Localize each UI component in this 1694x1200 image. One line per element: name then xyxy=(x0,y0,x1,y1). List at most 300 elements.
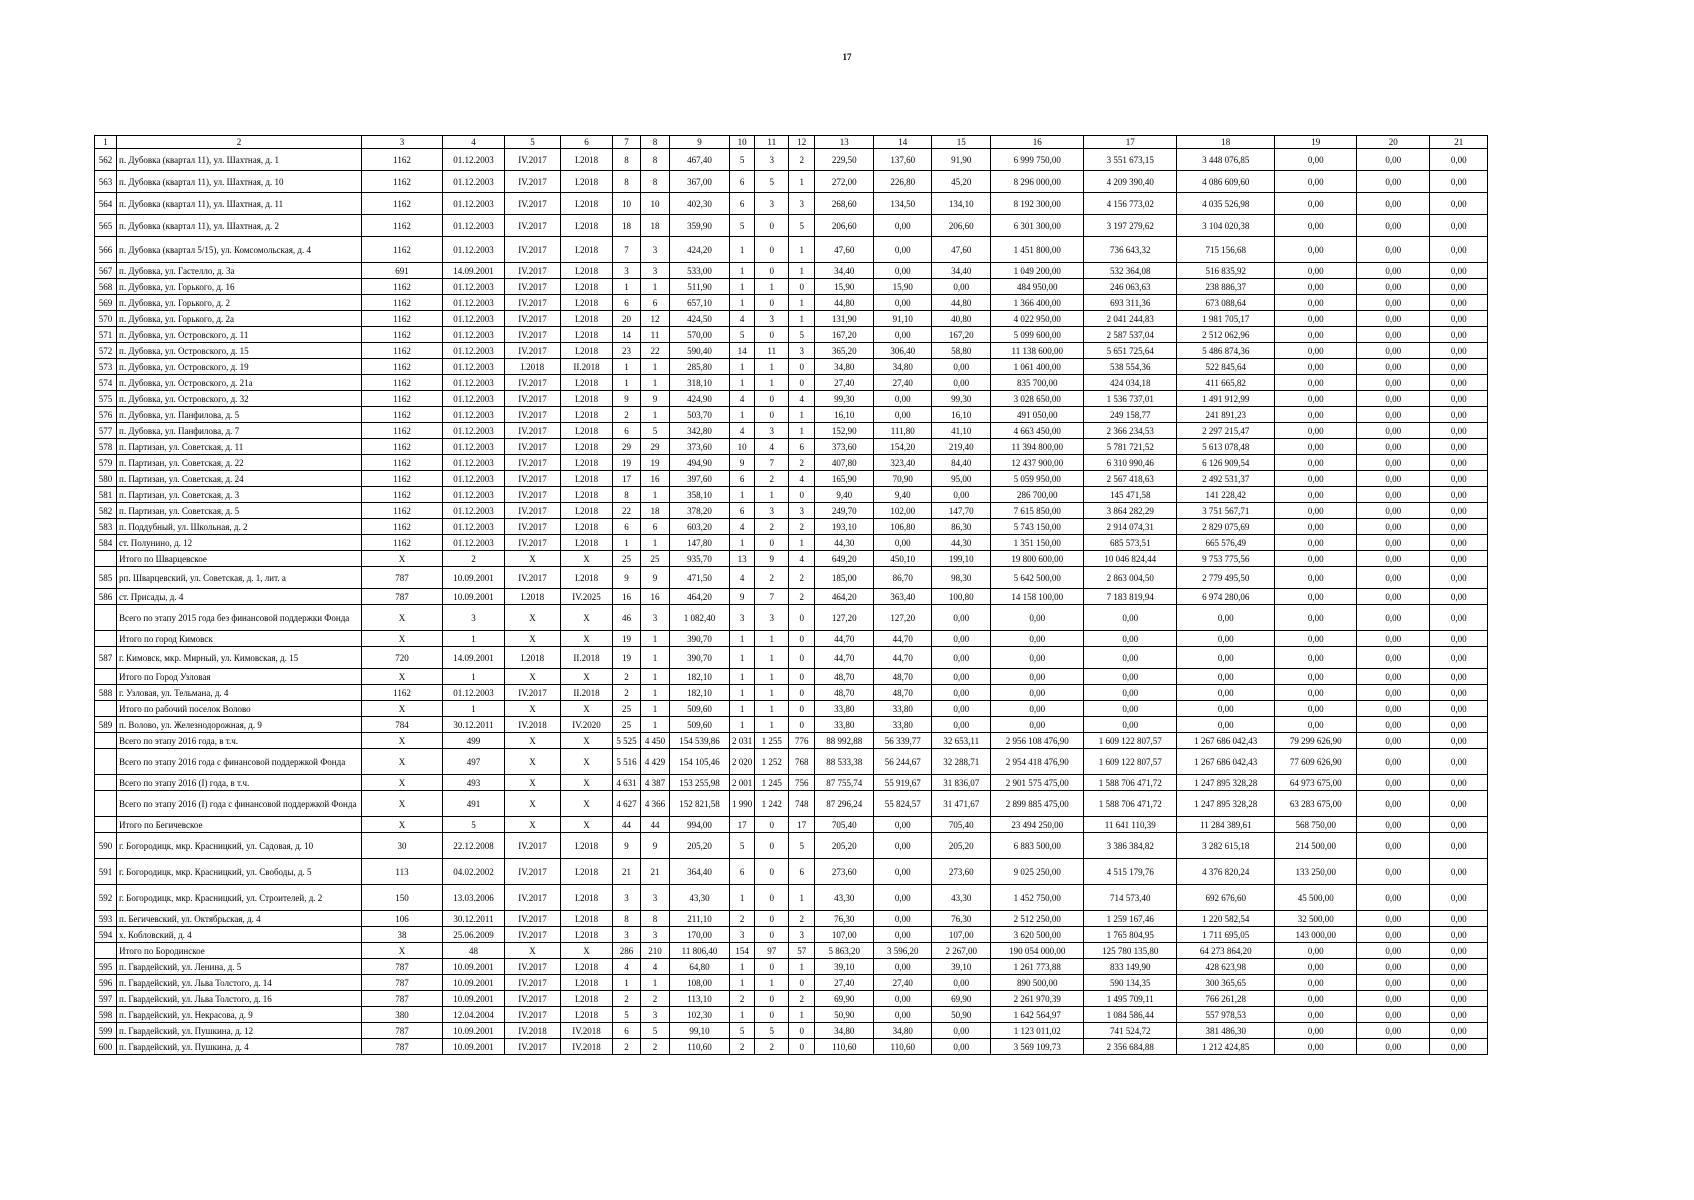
column-number-cell: 8 xyxy=(641,136,670,149)
table-cell: 0,00 xyxy=(1430,391,1488,407)
table-cell: 16 xyxy=(641,471,670,487)
address-cell: п. Гвардейский, ул. Пушкина, д. 4 xyxy=(117,1039,362,1055)
table-cell: 0,00 xyxy=(1275,959,1357,975)
table-cell: 4 209 390,40 xyxy=(1084,171,1177,193)
table-cell: 0,00 xyxy=(1357,263,1430,279)
row-number-cell: 594 xyxy=(95,927,117,943)
row-number-cell: 570 xyxy=(95,311,117,327)
table-cell: I.2018 xyxy=(561,911,613,927)
table-cell: 44 xyxy=(613,817,641,833)
table-cell: 0,00 xyxy=(1430,859,1488,885)
table-cell: 1162 xyxy=(362,391,443,407)
table-cell: 1 xyxy=(613,359,641,375)
table-cell: 0,00 xyxy=(1430,311,1488,327)
table-cell: 2 779 495,50 xyxy=(1177,567,1275,589)
table-cell: 1 491 912,99 xyxy=(1177,391,1275,407)
table-cell: 1162 xyxy=(362,215,443,237)
table-cell: IV.2017 xyxy=(505,685,561,701)
table-cell: 364,40 xyxy=(670,859,730,885)
table-row xyxy=(95,237,1488,263)
table-cell: 14.09.2001 xyxy=(443,263,505,279)
table-cell: 2 914 074,31 xyxy=(1084,519,1177,535)
table-cell: 0,00 xyxy=(1430,439,1488,455)
table-cell: 0,00 xyxy=(1357,669,1430,685)
table-cell: IV.2017 xyxy=(505,833,561,859)
table-cell: 1162 xyxy=(362,455,443,471)
table-cell: 0 xyxy=(755,991,789,1007)
subtotal-row xyxy=(95,551,1488,567)
table-cell: X xyxy=(561,551,613,567)
table-cell: 01.12.2003 xyxy=(443,455,505,471)
table-cell: 5 781 721,52 xyxy=(1084,439,1177,455)
table-cell: 1 xyxy=(730,263,755,279)
table-cell: X xyxy=(561,605,613,631)
table-cell: 01.12.2003 xyxy=(443,423,505,439)
table-cell: 9 xyxy=(613,833,641,859)
table-cell: 2 863 004,50 xyxy=(1084,567,1177,589)
table-cell: 0,00 xyxy=(1357,859,1430,885)
table-cell: 1 xyxy=(641,359,670,375)
address-cell: п. Дубовка, ул. Островского, д. 19 xyxy=(117,359,362,375)
row-number-cell xyxy=(95,733,117,749)
table-cell: I.2018 xyxy=(561,975,613,991)
column-number-cell: 3 xyxy=(362,136,443,149)
table-cell: 833 149,90 xyxy=(1084,959,1177,975)
table-cell: 152 821,58 xyxy=(670,791,730,817)
table-cell: 12.04.2004 xyxy=(443,1007,505,1023)
table-cell: I.2018 xyxy=(561,375,613,391)
table-cell: 1 xyxy=(641,487,670,503)
table-cell: 22 xyxy=(613,503,641,519)
table-cell: 10 xyxy=(613,193,641,215)
row-number-cell: 568 xyxy=(95,279,117,295)
table-cell: 23 xyxy=(613,343,641,359)
address-cell: Итого по Город Узловая xyxy=(117,669,362,685)
table-cell: 0,00 xyxy=(1430,911,1488,927)
table-cell: 0,00 xyxy=(1357,551,1430,567)
table-cell: 0,00 xyxy=(1275,149,1357,171)
table-cell: 10.09.2001 xyxy=(443,959,505,975)
table-row xyxy=(95,859,1488,885)
table-cell: 1 xyxy=(755,359,789,375)
table-cell: 4 627 xyxy=(613,791,641,817)
table-cell: 0,00 xyxy=(1430,535,1488,551)
table-cell: 323,40 xyxy=(874,455,932,471)
table-cell: 32 500,00 xyxy=(1275,911,1357,927)
table-cell: 4 429 xyxy=(641,749,670,775)
table-cell: 0,00 xyxy=(1275,685,1357,701)
table-cell: 0 xyxy=(755,237,789,263)
table-cell: 0,00 xyxy=(1357,407,1430,423)
table-cell: 182,10 xyxy=(670,669,730,685)
table-cell: 1 xyxy=(641,701,670,717)
table-cell: 3 028 650,00 xyxy=(991,391,1084,407)
table-cell: 359,90 xyxy=(670,215,730,237)
table-cell: 11 138 600,00 xyxy=(991,343,1084,359)
table-cell: 1 123 011,02 xyxy=(991,1023,1084,1039)
table-cell: 4 xyxy=(730,391,755,407)
table-cell: 2 xyxy=(789,991,815,1007)
table-cell: 1162 xyxy=(362,359,443,375)
table-cell: 373,60 xyxy=(670,439,730,455)
table-cell: 0,00 xyxy=(1357,455,1430,471)
table-cell: 0,00 xyxy=(1357,817,1430,833)
row-number-cell: 573 xyxy=(95,359,117,375)
table-cell: 8 xyxy=(613,911,641,927)
table-cell: 1 588 706 471,72 xyxy=(1084,775,1177,791)
table-cell: 6 xyxy=(789,439,815,455)
table-cell: 0,00 xyxy=(1275,455,1357,471)
row-number-cell xyxy=(95,701,117,717)
table-cell: 1 252 xyxy=(755,749,789,775)
table-row xyxy=(95,991,1488,1007)
table-cell: 0,00 xyxy=(1430,215,1488,237)
table-cell: 64,80 xyxy=(670,959,730,975)
address-cell: Итого по Бородинское xyxy=(117,943,362,959)
table-cell: 1 xyxy=(730,359,755,375)
table-cell: IV.2017 xyxy=(505,423,561,439)
column-number-cell: 20 xyxy=(1357,136,1430,149)
table-cell: 1 xyxy=(641,631,670,647)
table-cell: 0,00 xyxy=(1275,327,1357,343)
row-number-cell: 581 xyxy=(95,487,117,503)
table-cell: 5 099 600,00 xyxy=(991,327,1084,343)
table-cell: I.2018 xyxy=(561,215,613,237)
table-cell: 0,00 xyxy=(1275,1023,1357,1039)
table-cell: 649,20 xyxy=(815,551,874,567)
table-cell: 0,00 xyxy=(1430,605,1488,631)
table-cell: 134,50 xyxy=(874,193,932,215)
table-cell: 0,00 xyxy=(1357,1023,1430,1039)
table-cell: 1 642 564,97 xyxy=(991,1007,1084,1023)
table-cell: 0,00 xyxy=(1357,605,1430,631)
table-cell: 152,90 xyxy=(815,423,874,439)
table-cell: 2 xyxy=(755,471,789,487)
table-cell: X xyxy=(505,551,561,567)
table-cell: 1162 xyxy=(362,279,443,295)
table-cell: 238 886,37 xyxy=(1177,279,1275,295)
table-cell: 99,30 xyxy=(932,391,991,407)
table-cell: 99,30 xyxy=(815,391,874,407)
table-cell: 787 xyxy=(362,1039,443,1055)
table-cell: 31 836,07 xyxy=(932,775,991,791)
table-cell: 0,00 xyxy=(1275,503,1357,519)
table-cell: 1 xyxy=(789,407,815,423)
table-cell: 0,00 xyxy=(1275,423,1357,439)
table-cell: 0,00 xyxy=(991,717,1084,733)
table-cell: 0,00 xyxy=(1430,959,1488,975)
table-row xyxy=(95,503,1488,519)
table-cell: 1 245 xyxy=(755,775,789,791)
table-cell: 397,60 xyxy=(670,471,730,487)
table-cell: 1 259 167,46 xyxy=(1084,911,1177,927)
table-cell: 6 883 500,00 xyxy=(991,833,1084,859)
table-cell: 1 212 424,85 xyxy=(1177,1039,1275,1055)
table-cell: 1 xyxy=(730,295,755,311)
table-cell: 3 xyxy=(789,343,815,359)
table-cell: 5 863,20 xyxy=(815,943,874,959)
table-cell: 0,00 xyxy=(1430,775,1488,791)
address-cell: п. Дубовка (квартал 11), ул. Шахтная, д. 2 xyxy=(117,215,362,237)
table-cell: 0,00 xyxy=(991,647,1084,669)
table-cell: 2 xyxy=(789,911,815,927)
table-cell: I.2018 xyxy=(505,647,561,669)
table-cell: IV.2017 xyxy=(505,885,561,911)
table-cell: 5 613 078,48 xyxy=(1177,439,1275,455)
table-cell: 0,00 xyxy=(1430,817,1488,833)
table-row xyxy=(95,343,1488,359)
table-cell: 2 567 418,63 xyxy=(1084,471,1177,487)
table-cell: 464,20 xyxy=(670,589,730,605)
table-cell: 214 500,00 xyxy=(1275,833,1357,859)
table-cell: 1 220 582,54 xyxy=(1177,911,1275,927)
table-cell: 01.12.2003 xyxy=(443,311,505,327)
table-cell: 0,00 xyxy=(1430,407,1488,423)
table-cell: 0,00 xyxy=(874,535,932,551)
table-cell: 0,00 xyxy=(1430,237,1488,263)
table-cell: 10 xyxy=(730,439,755,455)
table-cell: 3 xyxy=(641,885,670,911)
table-cell: 1162 xyxy=(362,171,443,193)
table-cell: 3 xyxy=(789,927,815,943)
table-cell: 0,00 xyxy=(1275,391,1357,407)
table-cell: 2 297 215,47 xyxy=(1177,423,1275,439)
table-cell: 40,80 xyxy=(932,311,991,327)
table-row xyxy=(95,975,1488,991)
table-row xyxy=(95,535,1488,551)
address-cell: п. Партизан, ул. Советская, д. 11 xyxy=(117,439,362,455)
table-cell: 0,00 xyxy=(1357,991,1430,1007)
table-cell: 11 641 110,39 xyxy=(1084,817,1177,833)
column-number-cell: 13 xyxy=(815,136,874,149)
table-cell: 1 495 709,11 xyxy=(1084,991,1177,1007)
column-number-cell: 19 xyxy=(1275,136,1357,149)
table-cell: 01.12.2003 xyxy=(443,535,505,551)
address-cell: п. Партизан, ул. Советская, д. 3 xyxy=(117,487,362,503)
table-cell: 0,00 xyxy=(874,991,932,1007)
table-cell: 0,00 xyxy=(1430,589,1488,605)
table-cell: 14.09.2001 xyxy=(443,647,505,669)
table-cell: 0 xyxy=(789,631,815,647)
column-number-cell: 11 xyxy=(755,136,789,149)
table-cell: 0,00 xyxy=(1357,791,1430,817)
table-cell: IV.2017 xyxy=(505,343,561,359)
table-cell: 693 311,36 xyxy=(1084,295,1177,311)
table-cell: 45 500,00 xyxy=(1275,885,1357,911)
table-cell: 3 569 109,73 xyxy=(991,1039,1084,1055)
table-cell: 10.09.2001 xyxy=(443,567,505,589)
table-cell: 29 xyxy=(613,439,641,455)
table-row xyxy=(95,193,1488,215)
column-number-cell: 2 xyxy=(117,136,362,149)
column-number-cell: 15 xyxy=(932,136,991,149)
table-cell: 22.12.2008 xyxy=(443,833,505,859)
table-cell: 16,10 xyxy=(815,407,874,423)
table-cell: X xyxy=(505,701,561,717)
table-cell: 0,00 xyxy=(1430,991,1488,1007)
table-cell: 3 751 567,71 xyxy=(1177,503,1275,519)
table-cell: 1162 xyxy=(362,237,443,263)
table-cell: 787 xyxy=(362,959,443,975)
table-cell: 0,00 xyxy=(1084,701,1177,717)
table-cell: 0,00 xyxy=(1084,647,1177,669)
table-cell: 9 xyxy=(641,567,670,589)
table-cell: 0,00 xyxy=(1275,343,1357,359)
table-cell: 0,00 xyxy=(1430,733,1488,749)
table-cell: 1 061 400,00 xyxy=(991,359,1084,375)
row-number-cell: 574 xyxy=(95,375,117,391)
table-cell: 1 xyxy=(755,279,789,295)
address-cell: п. Дубовка, ул. Панфилова, д. 7 xyxy=(117,423,362,439)
table-cell: 01.12.2003 xyxy=(443,193,505,215)
table-cell: 0,00 xyxy=(1357,471,1430,487)
table-cell: I.2018 xyxy=(561,237,613,263)
table-cell: 17 xyxy=(789,817,815,833)
row-number-cell: 565 xyxy=(95,215,117,237)
table-cell: 0,00 xyxy=(874,327,932,343)
address-cell: ст. Полунино, д. 12 xyxy=(117,535,362,551)
table-cell: IV.2017 xyxy=(505,311,561,327)
table-cell: 3 xyxy=(613,263,641,279)
table-cell: 1 xyxy=(730,279,755,295)
table-cell: 19 xyxy=(641,455,670,471)
table-cell: 6 xyxy=(730,503,755,519)
table-cell: 1 255 xyxy=(755,733,789,749)
table-cell: 0,00 xyxy=(1430,295,1488,311)
table-cell: 2 xyxy=(730,991,755,1007)
table-cell: 64 273 864,20 xyxy=(1177,943,1275,959)
table-cell: 3 xyxy=(755,149,789,171)
table-cell: 5 651 725,64 xyxy=(1084,343,1177,359)
table-cell: 5 xyxy=(730,327,755,343)
table-cell: 557 978,53 xyxy=(1177,1007,1275,1023)
table-cell: IV.2017 xyxy=(505,455,561,471)
table-cell: 736 643,32 xyxy=(1084,237,1177,263)
table-cell: 48,70 xyxy=(874,685,932,701)
table-cell: 533,00 xyxy=(670,263,730,279)
table-cell: 91,90 xyxy=(932,149,991,171)
table-cell: X xyxy=(505,817,561,833)
table-cell: 106 xyxy=(362,911,443,927)
table-cell: 19 800 600,00 xyxy=(991,551,1084,567)
row-number-cell: 597 xyxy=(95,991,117,1007)
table-cell: 0,00 xyxy=(1430,943,1488,959)
table-cell: 25 xyxy=(613,717,641,733)
table-row xyxy=(95,215,1488,237)
table-row xyxy=(95,295,1488,311)
table-cell: 0,00 xyxy=(874,407,932,423)
table-cell: 1 xyxy=(755,631,789,647)
table-cell: 3 596,20 xyxy=(874,943,932,959)
subtotal-row xyxy=(95,631,1488,647)
table-cell: 44,70 xyxy=(815,631,874,647)
table-cell: 748 xyxy=(789,791,815,817)
table-cell: IV.2017 xyxy=(505,975,561,991)
table-cell: 206,60 xyxy=(815,215,874,237)
table-cell: 0 xyxy=(789,647,815,669)
table-cell: 0 xyxy=(789,669,815,685)
table-cell: 3 xyxy=(789,503,815,519)
table-cell: 01.12.2003 xyxy=(443,327,505,343)
table-cell: 6 xyxy=(613,423,641,439)
table-cell: 1162 xyxy=(362,375,443,391)
table-row xyxy=(95,407,1488,423)
table-cell: 6 999 750,00 xyxy=(991,149,1084,171)
table-cell: 835 700,00 xyxy=(991,375,1084,391)
row-number-cell: 569 xyxy=(95,295,117,311)
table-cell: 10.09.2001 xyxy=(443,1039,505,1055)
column-number-cell: 7 xyxy=(613,136,641,149)
table-cell: 1 xyxy=(641,647,670,669)
subtotal-row xyxy=(95,775,1488,791)
table-cell: 0,00 xyxy=(1430,685,1488,701)
table-cell: IV.2017 xyxy=(505,439,561,455)
table-cell: 2 512 062,96 xyxy=(1177,327,1275,343)
table-cell: 1 242 xyxy=(755,791,789,817)
address-cell: п. Гвардейский, ул. Некрасова, д. 9 xyxy=(117,1007,362,1023)
table-cell: IV.2018 xyxy=(505,717,561,733)
row-number-cell: 578 xyxy=(95,439,117,455)
table-cell: 43,30 xyxy=(815,885,874,911)
column-number-cell: 1 xyxy=(95,136,117,149)
table-cell: IV.2017 xyxy=(505,1039,561,1055)
table-cell: I.2018 xyxy=(561,391,613,407)
table-cell: 44,80 xyxy=(815,295,874,311)
table-cell: 0,00 xyxy=(1275,701,1357,717)
table-cell: 4 xyxy=(789,471,815,487)
table-cell: 0,00 xyxy=(1084,669,1177,685)
table-cell: 249,70 xyxy=(815,503,874,519)
table-cell: 0 xyxy=(789,359,815,375)
table-cell: 378,20 xyxy=(670,503,730,519)
table-cell: 380 xyxy=(362,1007,443,1023)
table-cell: 5 xyxy=(789,215,815,237)
table-cell: 0,00 xyxy=(1357,885,1430,911)
table-cell: 48,70 xyxy=(815,685,874,701)
table-cell: 3 xyxy=(755,193,789,215)
table-cell: 57 xyxy=(789,943,815,959)
table-cell: IV.2018 xyxy=(561,1023,613,1039)
table-cell: 21 xyxy=(641,859,670,885)
table-cell: 471,50 xyxy=(670,567,730,589)
table-cell: 76,30 xyxy=(815,911,874,927)
table-cell: 0,00 xyxy=(1357,1039,1430,1055)
table-cell: 8 xyxy=(641,149,670,171)
table-cell: 8 xyxy=(641,171,670,193)
table-cell: 268,60 xyxy=(815,193,874,215)
table-cell: 0 xyxy=(789,1023,815,1039)
table-cell: I.2018 xyxy=(561,279,613,295)
table-cell: 0,00 xyxy=(874,1007,932,1023)
table-row xyxy=(95,455,1488,471)
table-cell: 0,00 xyxy=(1430,567,1488,589)
table-cell: 273,60 xyxy=(815,859,874,885)
table-cell: 491 050,00 xyxy=(991,407,1084,423)
table-cell: 47,60 xyxy=(815,237,874,263)
table-cell: I.2018 xyxy=(561,193,613,215)
table-cell: 88 533,38 xyxy=(815,749,874,775)
table-cell: 44 xyxy=(641,817,670,833)
table-cell: 1 xyxy=(755,685,789,701)
table-cell: 55 919,67 xyxy=(874,775,932,791)
table-cell: 1 xyxy=(755,701,789,717)
table-cell: 41,10 xyxy=(932,423,991,439)
table-cell: 3 xyxy=(789,193,815,215)
row-number-cell: 586 xyxy=(95,589,117,605)
table-cell: 3 xyxy=(613,927,641,943)
table-cell: 3 xyxy=(641,263,670,279)
table-cell: 1 xyxy=(730,535,755,551)
